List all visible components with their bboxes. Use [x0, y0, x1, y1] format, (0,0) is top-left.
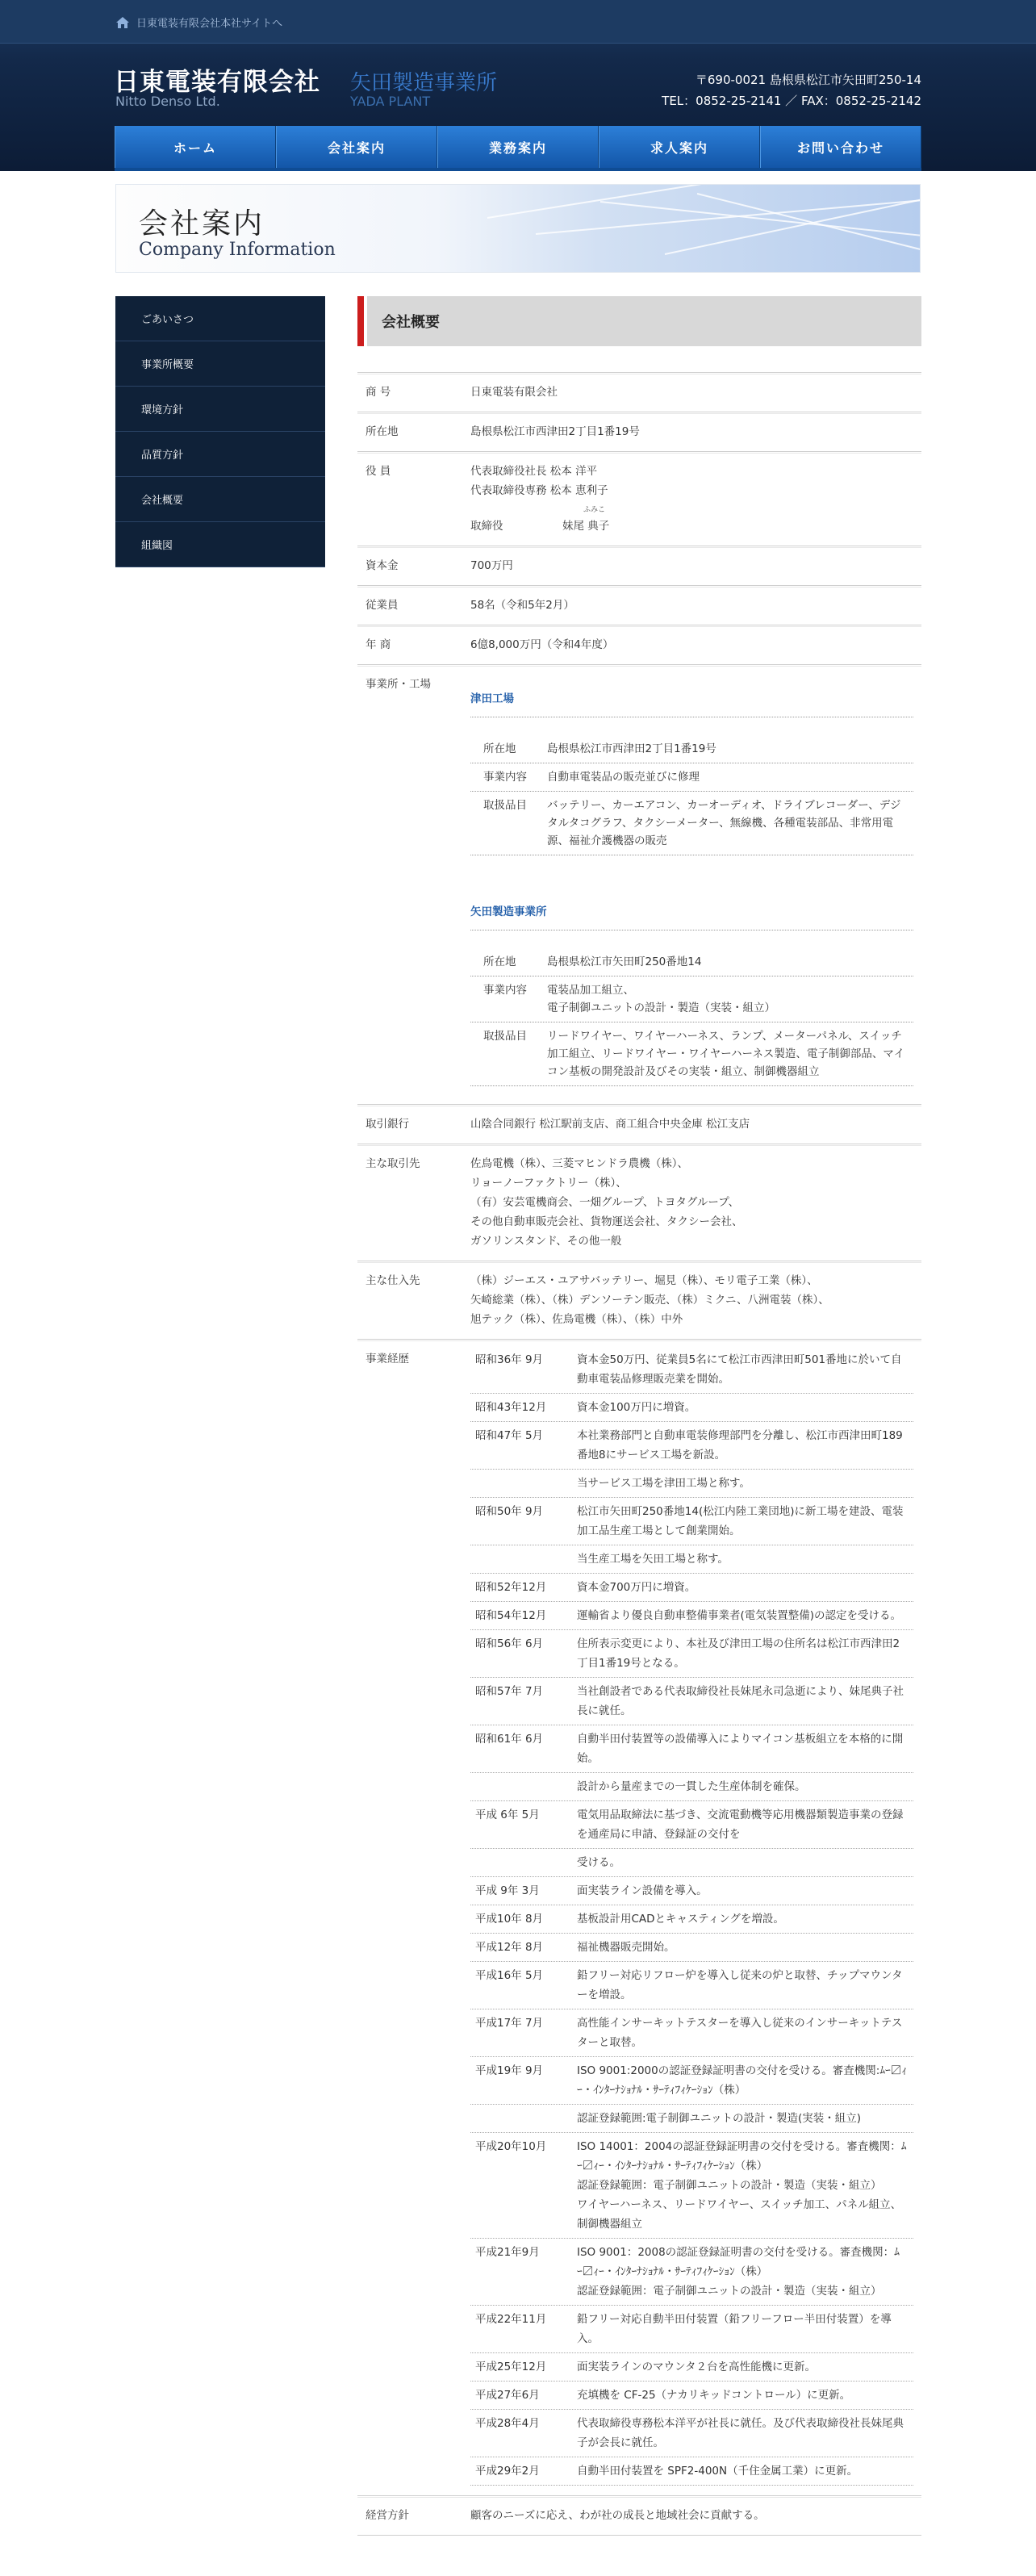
history-date: 平成25年12月: [475, 2361, 547, 2373]
history-row: [470, 1678, 913, 1725]
history-text: 運輸省より優良自動車整備事業者(電気装置整備)の認定を受ける。: [577, 1609, 902, 1622]
row-label: 事業経歴: [366, 1353, 409, 1365]
history-date: 昭和61年 6月: [475, 1733, 544, 1746]
history-date: 昭和56年 6月: [475, 1637, 544, 1650]
table-row: [357, 1144, 921, 1261]
history-text: ISO 9001：2008の認証登録証明書の交付を受ける。審査機関：ﾑｰ〼ｨｰ・ｲﾝﾀｰﾅｼｮﾅﾙ・ｻｰﾃｨﾌｨｹｰｼｮﾝ（株） 認証登録範囲：電子制御ユニットの設計・製造（実装・組立）: [577, 2246, 900, 2298]
history-row: [470, 1422, 913, 1470]
office-detail-label: 取扱品目: [483, 799, 527, 812]
history-date: 平成 6年 5月: [475, 1809, 540, 1821]
history-text: 設計から量産までの一貫した生産体制を確保。: [577, 1780, 806, 1793]
history-text: 基板設計用CADとキャスティングを増設。: [577, 1913, 784, 1926]
history-date: [470, 2109, 577, 2128]
office-detail-value: 電装品加工組立、 電子制御ユニットの設計・製造（実装・組立）: [547, 984, 775, 1014]
history-row: [470, 2410, 913, 2457]
global-nav: [115, 126, 921, 171]
office-detail-row: [470, 948, 913, 976]
row-label: 経営方針: [366, 2509, 409, 2522]
history-text: 自動半田付装置を SPF2-400N（千住金属工業）に更新。: [577, 2465, 858, 2478]
row-value: 6億8,000万円（令和4年度）: [470, 638, 614, 651]
sidebar: [115, 296, 325, 567]
history-row: [470, 2133, 913, 2239]
history-row: [470, 1574, 913, 1602]
history-text: 住所表示変更により、本社及び津田工場の住所名は松江市西津田2丁目1番19号となる。: [577, 1637, 900, 1670]
history-row: [470, 1394, 913, 1422]
history-date: 平成21年9月: [475, 2246, 540, 2259]
history-date: 昭和57年 7月: [475, 1685, 544, 1698]
row-value: 顧客のニーズに応え、わが社の成長と地域社会に貢献する。: [470, 2509, 765, 2522]
history-date: 平成20年10月: [475, 2140, 547, 2153]
table-row: [357, 585, 921, 625]
office-detail-value: 自動車電装品の販売並びに修理: [547, 771, 700, 784]
row-label: 商 号: [366, 386, 391, 399]
table-row: [357, 625, 921, 664]
history-row: [470, 1905, 913, 1934]
history-date: 平成10年 8月: [475, 1913, 544, 1926]
office-list-tsuda: [470, 735, 913, 855]
history-row: [470, 1346, 913, 1394]
row-label: 主な仕入先: [366, 1274, 420, 1287]
history-row: [470, 1725, 913, 1773]
sidebar-item-greeting[interactable]: ごあいさつ: [115, 296, 325, 341]
table-row: [357, 412, 921, 451]
banner-title: 会社案内: [139, 207, 265, 240]
history-date: 昭和54年12月: [475, 1609, 547, 1622]
officer-line: 代表取締役専務 松本 恵利子: [470, 484, 608, 497]
row-value: 山陰合同銀行 松江駅前支店、商工組合中央金庫 松江支店: [470, 1118, 750, 1131]
nav-contact[interactable]: お問い合わせ: [760, 126, 921, 168]
history-row: [470, 2306, 913, 2353]
row-label: 主な取引先: [366, 1157, 420, 1170]
history-row: [470, 1545, 913, 1574]
history-text: 当サービス工場を津田工場と称す。: [577, 1477, 750, 1490]
row-value: 日東電装有限会社: [470, 386, 558, 399]
header-address: [662, 69, 921, 111]
history-row: [470, 1877, 913, 1905]
history-text: 代表取締役専務松本洋平が社長に就任。及び代表取締役社長妹尾典子が会長に就任。: [577, 2417, 904, 2449]
history-date: 昭和43年12月: [475, 1401, 547, 1414]
history-text: 受ける。: [577, 1856, 620, 1869]
history-text: 当生産工場を矢田工場と称す。: [577, 1553, 729, 1566]
director-title: 取締役: [470, 520, 503, 533]
history-text: 資本金100万円に増資。: [577, 1401, 696, 1414]
officer-line: 代表取締役社長 松本 洋平: [470, 465, 598, 478]
office-detail-row: [470, 735, 913, 763]
history-row: [470, 1602, 913, 1630]
plant-name-en: YADA PLANT: [350, 94, 431, 109]
nav-home[interactable]: ホーム: [115, 126, 276, 168]
table-row: [357, 372, 921, 412]
history-date: 昭和50年 9月: [475, 1505, 544, 1518]
table-row: [357, 1104, 921, 1144]
history-date: 平成 9年 3月: [475, 1884, 540, 1897]
offices-value: [470, 665, 921, 1104]
history-text: 充填機を CF-25（ナカリキッドコントロール）に更新。: [577, 2389, 851, 2402]
sidebar-item-company[interactable]: 会社概要: [115, 477, 325, 522]
section-title: 会社概要: [357, 296, 921, 346]
office-detail-label: 取扱品目: [483, 1030, 527, 1043]
row-label: 所在地: [366, 425, 399, 438]
history-date: 平成29年2月: [475, 2465, 540, 2478]
head-office-link-label: 日東電装有限会社本社サイトへ: [136, 18, 283, 30]
top-bar: [0, 0, 1036, 44]
office-list-yada: [470, 948, 913, 1086]
history-list: [470, 1340, 921, 2495]
history-row: [470, 1801, 913, 1849]
history-date: [470, 1853, 577, 1872]
office-detail-row: [470, 763, 913, 792]
table-row: [357, 1261, 921, 1339]
history-date: 平成28年4月: [475, 2417, 540, 2430]
office-detail-label: 所在地: [483, 742, 516, 755]
sidebar-item-quality[interactable]: 品質方針: [115, 432, 325, 477]
history-row: [470, 2105, 913, 2133]
table-row: [357, 451, 921, 546]
nav-recruit[interactable]: 求人案内: [599, 126, 760, 168]
row-label: 役 員: [366, 465, 391, 478]
table-row: [357, 2495, 921, 2536]
office-detail-label: 事業内容: [483, 984, 527, 997]
banner-subtitle: Company Information: [139, 240, 336, 260]
address-text: 〒690-0021 島根県松江市矢田町250-14: [695, 73, 921, 87]
office-detail-value: 島根県松江市矢田町250番地14: [547, 956, 702, 968]
history-date: 平成27年6月: [475, 2389, 540, 2402]
office-detail-value: バッテリー、カーエアコン、カーオーディオ、ドライブレコーダー、デジタルタコグラフ、タクシーメーター、無線機、各種電装部品、非常用電源、福祉介護機器の販売: [547, 799, 901, 847]
office-detail-row: [470, 792, 913, 855]
sidebar-item-environment[interactable]: 環境方針: [115, 387, 325, 432]
history-row: [470, 1849, 913, 1877]
row-value: 島根県松江市西津田2丁目1番19号: [470, 425, 640, 438]
home-icon: [115, 16, 130, 29]
office-detail-label: 所在地: [483, 956, 516, 968]
history-date: 平成19年 9月: [475, 2064, 544, 2077]
history-text: ISO 9001:2000の認証登録証明書の交付を受ける。審査機関:ﾑｰ〼ｨｰ・ｲﾝﾀｰﾅｼｮﾅﾙ・ｻｰﾃｨﾌｨｹｰｼｮﾝ（株）: [577, 2064, 908, 2097]
plant-name: 矢田製造事業所: [350, 71, 498, 95]
history-text: 高性能インサーキットテスターを導入し従来のインサーキットテスターと取替。: [577, 2017, 903, 2049]
nav-company[interactable]: 会社案内: [276, 126, 437, 168]
company-logo-en: Nitto Denso Ltd.: [115, 94, 220, 109]
row-value: 佐鳥電機（株）、三菱マヒンドラ農機（株）、 リョーノーファクトリー（株）、 （有）安芸電機商会、一畑グループ、トヨタグループ、 その他自動車販売会社、貨物運送会社、タクシー会社、 ガソリンスタンド、その他一般: [470, 1157, 743, 1248]
history-text: 認証登録範囲:電子制御ユニットの設計・製造(実装・組立): [577, 2112, 862, 2125]
history-date: 平成22年11月: [475, 2313, 547, 2326]
history-date: 昭和47年 5月: [475, 1429, 544, 1442]
history-row: [470, 2009, 913, 2057]
history-date: 平成16年 5月: [475, 1969, 544, 1982]
history-date: 昭和52年12月: [475, 1581, 547, 1594]
row-label: 事業所・工場: [366, 678, 431, 691]
history-text: 電気用品取締法に基づき、交流電動機等応用機器類製造事業の登録を通産局に申請、登録証の交付を: [577, 1809, 904, 1841]
table-row: [357, 1339, 921, 2495]
row-label: 年 商: [366, 638, 391, 651]
row-label: 取引銀行: [366, 1118, 409, 1131]
site-header: [0, 0, 1036, 171]
nav-business[interactable]: 業務案内: [437, 126, 599, 168]
history-text: 当社創設者である代表取締役社長妹尾永司急逝により、妹尾典子社長に就任。: [577, 1685, 904, 1717]
history-row: [470, 2057, 913, 2105]
history-date: 昭和36年 9月: [475, 1353, 544, 1366]
history-text: 福祉機器販売開始。: [577, 1941, 675, 1954]
history-date: [470, 1549, 577, 1569]
row-value: （株）ジーエス・ユアサバッテリー、堀見（株）、モリ電子工業（株）、 矢崎総業（株）、（株）デンソーテン販売、（株）ミクニ、八洲電装（株）、 旭テック（株）、佐鳥電機（株）、（株）中外: [470, 1274, 829, 1326]
row-label: 資本金: [366, 559, 399, 572]
history-text: 鉛フリー対応リフロー炉を導入し従来の炉と取替、チップマウンターを増設。: [577, 1969, 903, 2001]
office-detail-value: 島根県松江市西津田2丁目1番19号: [547, 742, 716, 755]
history-row: [470, 2239, 913, 2306]
history-row: [470, 1470, 913, 1498]
history-text: 鉛フリー対応自動半田付装置（鉛フリーフロー半田付装置）を導入。: [577, 2313, 892, 2345]
company-logo-name[interactable]: 日東電装有限会社: [114, 68, 320, 97]
history-row: [470, 1934, 913, 1962]
row-value: 700万円: [470, 559, 513, 572]
history-row: [470, 1773, 913, 1801]
director-name-text: 妹尾 典子: [562, 520, 610, 533]
table-row: [357, 664, 921, 1104]
history-row: [470, 1498, 913, 1545]
table-row: [357, 546, 921, 585]
director-name: [562, 506, 610, 536]
contact-text: TEL：0852-25-2141 ／ FAX：0852-25-2142: [662, 94, 921, 108]
history-text: 面実装ライン設備を導入。: [577, 1884, 708, 1897]
history-row: [470, 2353, 913, 2382]
history-text: ISO 14001：2004の認証登録証明書の交付を受ける。審査機関：ﾑｰ〼ｨｰ・ｲﾝﾀｰﾅｼｮﾅﾙ・ｻｰﾃｨﾌｨｹｰｼｮﾝ（株） 認証登録範囲：電子制御ユニットの設計・製造（実装・組立） ワイヤーハーネス、リードワイヤー、スイッチ加工、パネル組立、制御機器組立: [577, 2140, 907, 2231]
history-text: 資本金50万円、従業員5名にて松江市西津田町501番地に於いて自動車電装品修理販売業を開始。: [577, 1353, 902, 1386]
office-detail-value: リードワイヤー、ワイヤーハーネス、ランプ、メーターパネル、スイッチ加工組立、リードワイヤー・ワイヤーハーネス製造、電子制御部品、マイコン基板の開発設計及びその実装・組立、制御機器組立: [547, 1030, 905, 1078]
history-date: [470, 1474, 577, 1493]
main-content: [357, 296, 921, 2536]
history-date: [470, 1777, 577, 1796]
sidebar-item-org-chart[interactable]: 組織図: [115, 522, 325, 567]
history-text: 資本金700万円に増資。: [577, 1581, 696, 1594]
office-title: 津田工場: [470, 683, 913, 717]
history-text: 面実装ラインのマウンタ２台を高性能機に更新。: [577, 2361, 817, 2373]
history-row: [470, 1630, 913, 1678]
office-detail-label: 事業内容: [483, 771, 527, 784]
director-ruby: ふみこ: [583, 506, 606, 514]
row-label: 従業員: [366, 599, 399, 612]
history-text: 本社業務部門と自動車電装修理部門を分離し、松江市西津田町189番地8にサービス工場を新設。: [577, 1429, 903, 1462]
history-date: 平成17年 7月: [475, 2017, 544, 2030]
history-row: [470, 1962, 913, 2009]
history-row: [470, 2382, 913, 2410]
row-value: 58名（令和5年2月）: [470, 599, 574, 612]
officer-director: [470, 506, 921, 536]
head-office-link[interactable]: [115, 15, 282, 30]
officers-value: [470, 452, 921, 546]
office-title: 矢田製造事業所: [470, 896, 913, 930]
history-row: [470, 2457, 913, 2486]
history-text: 自動半田付装置等の設備導入によりマイコン基板組立を本格的に開始。: [577, 1733, 904, 1765]
sidebar-item-office-overview[interactable]: 事業所概要: [115, 341, 325, 387]
page-banner: [115, 184, 921, 273]
history-date: 平成12年 8月: [475, 1941, 544, 1954]
history-text: 松江市矢田町250番地14(松江内陸工業団地)に新工場を建設、電装加工品生産工場として創業開始。: [577, 1505, 904, 1537]
office-detail-row: [470, 976, 913, 1022]
office-detail-row: [470, 1022, 913, 1086]
